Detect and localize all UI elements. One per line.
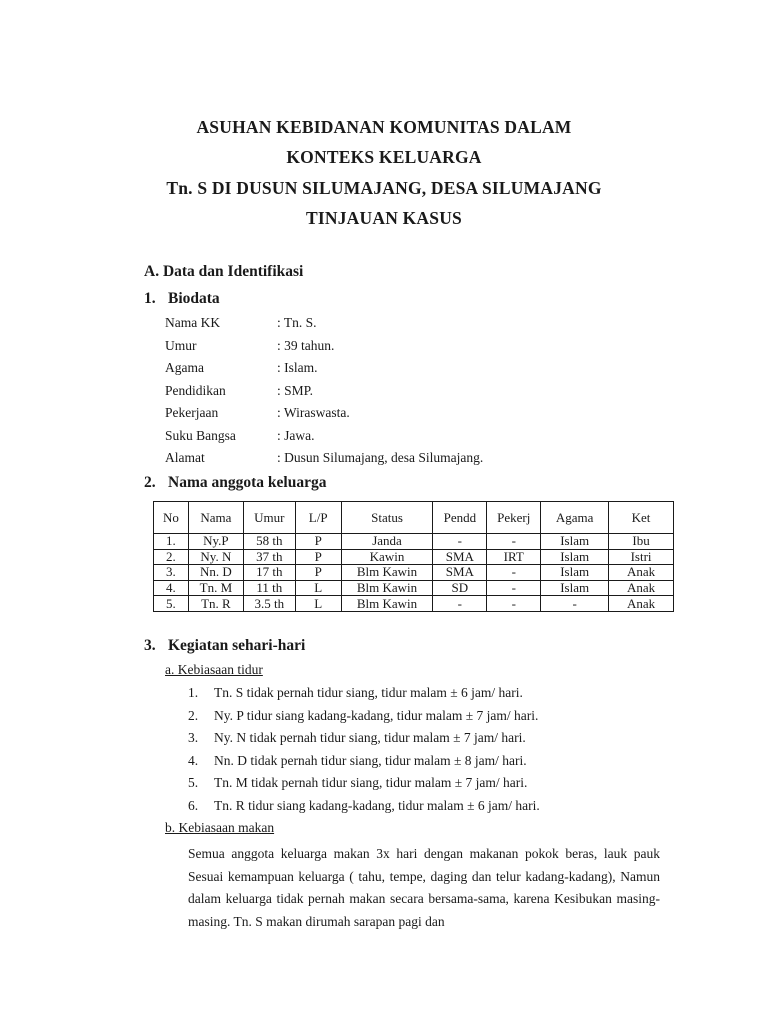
list-item	[188, 775, 540, 798]
table-header-row	[154, 502, 674, 534]
list-item-number: 3.	[188, 730, 199, 745]
biodata-value: : SMP.	[277, 382, 314, 398]
table-cell: Anak	[609, 565, 674, 581]
biodata-row	[165, 450, 483, 473]
eating-habits-paragraph: Semua anggota keluarga makan 3x hari dengan makanan pokok beras, lauk pauk Sesuai kemampuan keluarga ( tahu, tempe, daging dan telur kadang-kadang), Namun dalam keluarga tidak pernah makan secara bersama-sama, karena Kesibukan masing-masing. Tn. S makan dirumah sarapan pagi dan	[188, 846, 660, 930]
table-cell: 58 th	[243, 534, 295, 550]
table-cell: 4.	[154, 580, 189, 596]
table-cell: SMA	[433, 565, 487, 581]
table-cell: Blm Kawin	[341, 580, 433, 596]
biodata-row	[165, 405, 483, 428]
section-2-heading	[144, 474, 326, 492]
table-cell: 3.5 th	[243, 596, 295, 612]
subsection-eating-heading: b. Kebiasaan makan	[165, 820, 275, 835]
biodata-label: Suku Bangsa	[165, 427, 236, 443]
table-row	[154, 580, 674, 596]
table-cell: -	[487, 534, 541, 550]
section-a-heading: A. Data dan Identifikasi	[144, 263, 304, 280]
table-row	[154, 534, 674, 550]
biodata-row	[165, 315, 483, 338]
list-item	[188, 730, 540, 753]
list-item-text: Tn. S tidak pernah tidur siang, tidur malam ± 6 jam/ hari.	[214, 685, 523, 700]
biodata-value: : Jawa.	[277, 427, 315, 443]
list-item-number: 1.	[188, 685, 199, 700]
section-1-number: 1.	[144, 290, 156, 307]
column-header: Ket	[609, 502, 674, 534]
table-cell: Janda	[341, 534, 433, 550]
column-header: Nama	[188, 502, 243, 534]
biodata-label: Nama KK	[165, 315, 221, 330]
list-item-text: Ny. P tidur siang kadang-kadang, tidur malam ± 7 jam/ hari.	[214, 707, 539, 723]
table-cell: Islam	[541, 549, 609, 565]
section-1-label: Biodata	[168, 290, 220, 307]
list-item	[188, 708, 540, 731]
list-item	[188, 685, 540, 708]
table-cell: Nn. D	[188, 565, 243, 581]
table-cell: -	[487, 565, 541, 581]
title-line-3: Tn. S DI DUSUN SILUMAJANG, DESA SILUMAJANG	[166, 178, 602, 198]
table-cell: P	[295, 565, 341, 581]
table-cell: Anak	[609, 596, 674, 612]
list-item-text: Tn. M tidak pernah tidur siang, tidur malam ± 7 jam/ hari.	[214, 775, 528, 790]
list-item	[188, 798, 540, 821]
column-header: L/P	[295, 502, 341, 534]
biodata-value: : 39 tahun.	[277, 337, 335, 353]
biodata-label: Umur	[165, 337, 197, 353]
table-cell: 1.	[154, 534, 189, 550]
column-header: Umur	[243, 502, 295, 534]
table-cell: -	[487, 596, 541, 612]
section-1-heading	[144, 290, 220, 308]
table-cell: P	[295, 534, 341, 550]
table-cell: L	[295, 596, 341, 612]
biodata-value: : Wiraswasta.	[277, 405, 350, 420]
table-cell: Blm Kawin	[341, 596, 433, 612]
table-cell: 37 th	[243, 549, 295, 565]
table-cell: 3.	[154, 565, 189, 581]
biodata-row	[165, 360, 483, 383]
table-row	[154, 549, 674, 565]
biodata-list	[165, 315, 483, 473]
list-item-text: Ny. N tidak pernah tidur siang, tidur malam ± 7 jam/ hari.	[214, 730, 526, 745]
table-cell: 17 th	[243, 565, 295, 581]
biodata-label: Pendidikan	[165, 382, 226, 398]
section-3-label: Kegiatan sehari-hari	[168, 637, 306, 654]
table-row	[154, 565, 674, 581]
table-cell: -	[433, 534, 487, 550]
table-cell: Islam	[541, 565, 609, 581]
biodata-row	[165, 338, 483, 361]
section-2-number: 2.	[144, 474, 156, 491]
column-header: Pekerj	[487, 502, 541, 534]
column-header: Status	[341, 502, 433, 534]
table-cell: -	[541, 596, 609, 612]
table-cell: IRT	[487, 549, 541, 565]
table-cell: 2.	[154, 549, 189, 565]
title-line-1: ASUHAN KEBIDANAN KOMUNITAS DALAM	[196, 117, 572, 137]
section-3-number: 3.	[144, 637, 156, 654]
biodata-row	[165, 428, 483, 451]
column-header: Pendd	[433, 502, 487, 534]
table-cell: L	[295, 580, 341, 596]
table-cell: Ny. N	[188, 549, 243, 565]
table-row	[154, 596, 674, 612]
table-cell: Anak	[609, 580, 674, 596]
list-item-number: 2.	[188, 707, 199, 723]
biodata-label: Agama	[165, 360, 204, 375]
biodata-value: : Islam.	[277, 360, 318, 375]
biodata-row	[165, 383, 483, 406]
biodata-label: Pekerjaan	[165, 405, 219, 420]
list-item	[188, 753, 540, 776]
section-2-label: Nama anggota keluarga	[168, 474, 327, 491]
table-cell: Tn. M	[188, 580, 243, 596]
subsection-sleep-heading: a. Kebiasaan tidur	[165, 662, 263, 677]
title-line-2: KONTEKS KELUARGA	[286, 147, 482, 167]
table-cell: Blm Kawin	[341, 565, 433, 581]
title-line-4: TINJAUAN KASUS	[306, 208, 462, 228]
column-header: Agama	[541, 502, 609, 534]
list-item-number: 6.	[188, 797, 199, 813]
table-cell: Ny.P	[188, 534, 243, 550]
list-item-text: Nn. D tidak pernah tidur siang, tidur malam ± 8 jam/ hari.	[214, 752, 527, 768]
table-cell: P	[295, 549, 341, 565]
list-item-number: 5.	[188, 775, 199, 790]
biodata-value: : Tn. S.	[277, 315, 317, 330]
table-cell: -	[433, 596, 487, 612]
list-item-number: 4.	[188, 752, 199, 768]
biodata-label: Alamat	[165, 450, 205, 465]
table-cell: -	[487, 580, 541, 596]
table-cell: Tn. R	[188, 596, 243, 612]
table-cell: Islam	[541, 534, 609, 550]
table-cell: SMA	[433, 549, 487, 565]
list-item-text: Tn. R tidur siang kadang-kadang, tidur malam ± 6 jam/ hari.	[214, 797, 540, 813]
table-cell: SD	[433, 580, 487, 596]
column-header: No	[154, 502, 189, 534]
table-cell: 11 th	[243, 580, 295, 596]
table-cell: Islam	[541, 580, 609, 596]
table-cell: Kawin	[341, 549, 433, 565]
sleep-habits-list	[188, 685, 540, 820]
section-3-heading	[144, 637, 305, 655]
family-members-table	[153, 501, 674, 612]
table-cell: 5.	[154, 596, 189, 612]
biodata-value: : Dusun Silumajang, desa Silumajang.	[277, 450, 484, 465]
table-cell: Istri	[609, 549, 674, 565]
table-cell: Ibu	[609, 534, 674, 550]
